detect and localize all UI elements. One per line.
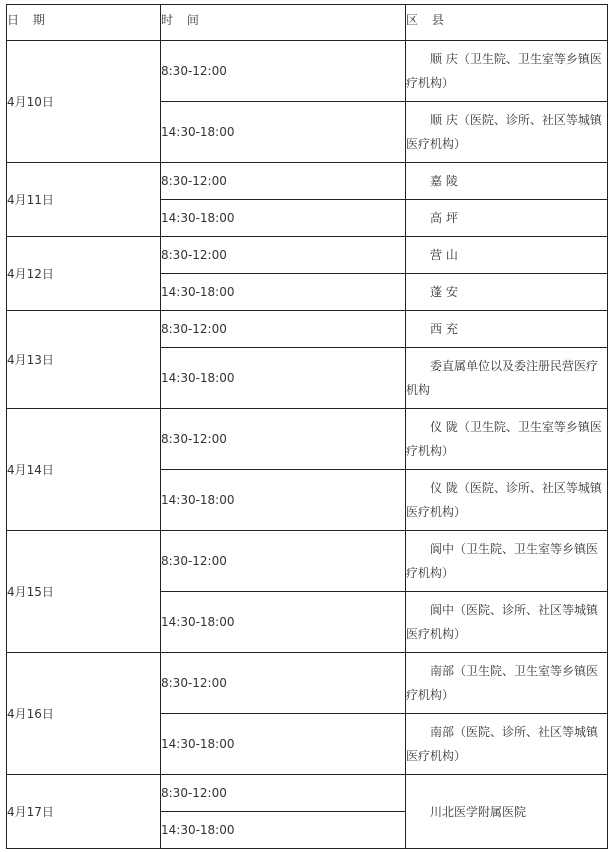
area-cell: 仪 陇（卫生院、卫生室等乡镇医疗机构） — [406, 409, 608, 470]
area-cell: 阆中（医院、诊所、社区等城镇医疗机构） — [406, 592, 608, 653]
table-row — [7, 41, 608, 102]
area-cell: 营 山 — [406, 237, 608, 274]
time-cell: 8:30-12:00 — [161, 41, 406, 102]
table-row — [7, 237, 608, 274]
schedule-table — [6, 4, 608, 849]
time-cell: 14:30-18:00 — [161, 812, 406, 849]
area-cell: 南部（医院、诊所、社区等城镇医疗机构） — [406, 714, 608, 775]
time-cell: 8:30-12:00 — [161, 163, 406, 200]
time-cell: 14:30-18:00 — [161, 470, 406, 531]
table-row — [7, 531, 608, 592]
area-cell: 川北医学附属医院 — [406, 775, 608, 849]
time-cell: 8:30-12:00 — [161, 237, 406, 274]
date-cell: 4月11日 — [7, 163, 161, 237]
time-cell: 14:30-18:00 — [161, 592, 406, 653]
table-header-row — [7, 5, 608, 41]
date-cell: 4月16日 — [7, 653, 161, 775]
area-cell: 西 充 — [406, 311, 608, 348]
header-area: 区 县 — [406, 5, 608, 41]
table-row — [7, 775, 608, 812]
time-cell: 14:30-18:00 — [161, 348, 406, 409]
area-cell: 蓬 安 — [406, 274, 608, 311]
time-cell: 14:30-18:00 — [161, 200, 406, 237]
time-cell: 8:30-12:00 — [161, 409, 406, 470]
time-cell: 8:30-12:00 — [161, 531, 406, 592]
area-cell: 委直属单位以及委注册民营医疗机构 — [406, 348, 608, 409]
time-cell: 14:30-18:00 — [161, 714, 406, 775]
table-row — [7, 653, 608, 714]
area-cell: 顺 庆（卫生院、卫生室等乡镇医疗机构） — [406, 41, 608, 102]
area-cell: 嘉 陵 — [406, 163, 608, 200]
header-date: 日 期 — [7, 5, 161, 41]
time-cell: 8:30-12:00 — [161, 311, 406, 348]
time-cell: 14:30-18:00 — [161, 102, 406, 163]
table-row — [7, 311, 608, 348]
time-cell: 8:30-12:00 — [161, 775, 406, 812]
area-cell: 阆中（卫生院、卫生室等乡镇医疗机构） — [406, 531, 608, 592]
area-cell: 高 坪 — [406, 200, 608, 237]
header-time: 时 间 — [161, 5, 406, 41]
area-cell: 南部（卫生院、卫生室等乡镇医疗机构） — [406, 653, 608, 714]
area-cell: 仪 陇（医院、诊所、社区等城镇医疗机构） — [406, 470, 608, 531]
area-cell: 顺 庆（医院、诊所、社区等城镇医疗机构） — [406, 102, 608, 163]
table-row — [7, 163, 608, 200]
table-row — [7, 409, 608, 470]
date-cell: 4月14日 — [7, 409, 161, 531]
date-cell: 4月10日 — [7, 41, 161, 163]
time-cell: 8:30-12:00 — [161, 653, 406, 714]
date-cell: 4月15日 — [7, 531, 161, 653]
date-cell: 4月13日 — [7, 311, 161, 409]
date-cell: 4月12日 — [7, 237, 161, 311]
date-cell: 4月17日 — [7, 775, 161, 849]
time-cell: 14:30-18:00 — [161, 274, 406, 311]
